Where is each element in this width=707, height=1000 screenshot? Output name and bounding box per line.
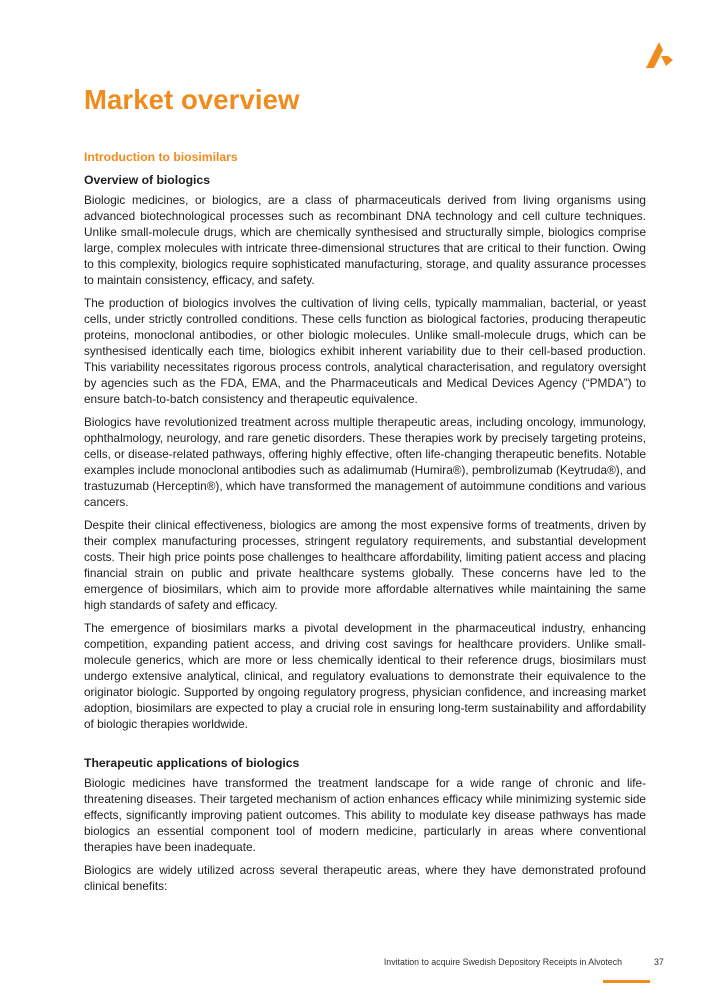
applications-paragraph-1: Biologic medicines have transformed the treatment landscape for a wide range of chronic and life-threatening diseases. Their targeted mechanism of action enhances efficacy while minimizing systemic side effects, significantly improving patient outcomes. This ability to modulate key disease pathways has made biologics an essential component tool of modern medicine, particularly in areas where conventional therapies have been inadequate. [84, 776, 646, 854]
page-number: 37 [654, 957, 664, 967]
overview-paragraph-1: Biologic medicines, or biologics, are a class of pharmaceuticals derived from living organisms using advanced biotechnological processes such as recombinant DNA technology and cell culture techniques. Unlike small-molecule drugs, which are chemically synthesised and structurally simple, biologics comprise large, complex molecules with intricate three-dimensional structures that are critical to their function. Owing to this complexity, biologics require sophisticated manufacturing, storage, and quality assurance processes to maintain consistency, efficacy, and safety. [84, 193, 646, 287]
overview-paragraph-4: Despite their clinical effectiveness, biologics are among the most expensive forms of treatments, driven by their complex manufacturing processes, stringent regulatory requirements, and substantial development costs. Their high price points pose challenges to healthcare affordability, limiting patient access and placing financial strain on public and private healthcare systems globally. These concerns have led to the emergence of biosimilars, which aim to provide more affordable alternatives while maintaining the same high standards of safety and efficacy. [84, 518, 646, 612]
footer-text: Invitation to acquire Swedish Depository Receipts in Alvotech [383, 957, 622, 967]
main-content [84, 150, 646, 901]
page-title: Market overview [84, 84, 300, 115]
alvotech-logo-icon [646, 42, 674, 68]
applications-paragraph-2: Biologics are widely utilized across several therapeutic areas, where they have demonstrated profound clinical benefits: [84, 863, 646, 893]
applications-heading: Therapeutic applications of biologics [84, 756, 300, 770]
overview-heading: Overview of biologics [84, 173, 210, 187]
footer-accent-bar [603, 980, 650, 983]
overview-paragraph-3: Biologics have revolutionized treatment across multiple therapeutic areas, including oncology, immunology, ophthalmology, neurology, and rare genetic disorders. These therapies work by precisely targeting proteins, cells, or disease-related pathways, offering highly effective, often life-changing therapeutic benefits. Notable examples include monoclonal antibodies such as adalimumab (Humira®), pembrolizumab (Keytruda®), and trastuzumab (Herceptin®), which have transformed the management of autoimmune conditions and various cancers. [84, 415, 646, 509]
section-heading: Introduction to biosimilars [84, 150, 238, 164]
overview-paragraph-2: The production of biologics involves the cultivation of living cells, typically mammalian, bacterial, or yeast cells, under strictly controlled conditions. These cells function as biological factories, producing therapeutic proteins, monoclonal antibodies, or other biologic molecules. Unlike small-molecule drugs, which can be synthesised identically each time, biologics exhibit inherent variability due to their cell-based production. This variability necessitates rigorous process controls, analytical characterisation, and regulatory oversight by agencies such as the FDA, EMA, and the Pharmaceuticals and Medical Devices Agency (“PMDA”) to ensure batch-to-batch consistency and therapeutic equivalence. [84, 296, 646, 406]
overview-paragraph-5: The emergence of biosimilars marks a pivotal development in the pharmaceutical industry, enhancing competition, expanding patient access, and driving cost savings for healthcare providers. Unlike small-molecule generics, which are more or less chemically identical to their reference drugs, biosimilars must undergo extensive analytical, clinical, and regulatory evaluations to demonstrate their equivalence to the originator biologic. Supported by ongoing regulatory progress, physician confidence, and increasing market adoption, biosimilars are expected to play a crucial role in ensuring long-term sustainability and affordability of biologic therapies worldwide. [84, 621, 646, 731]
